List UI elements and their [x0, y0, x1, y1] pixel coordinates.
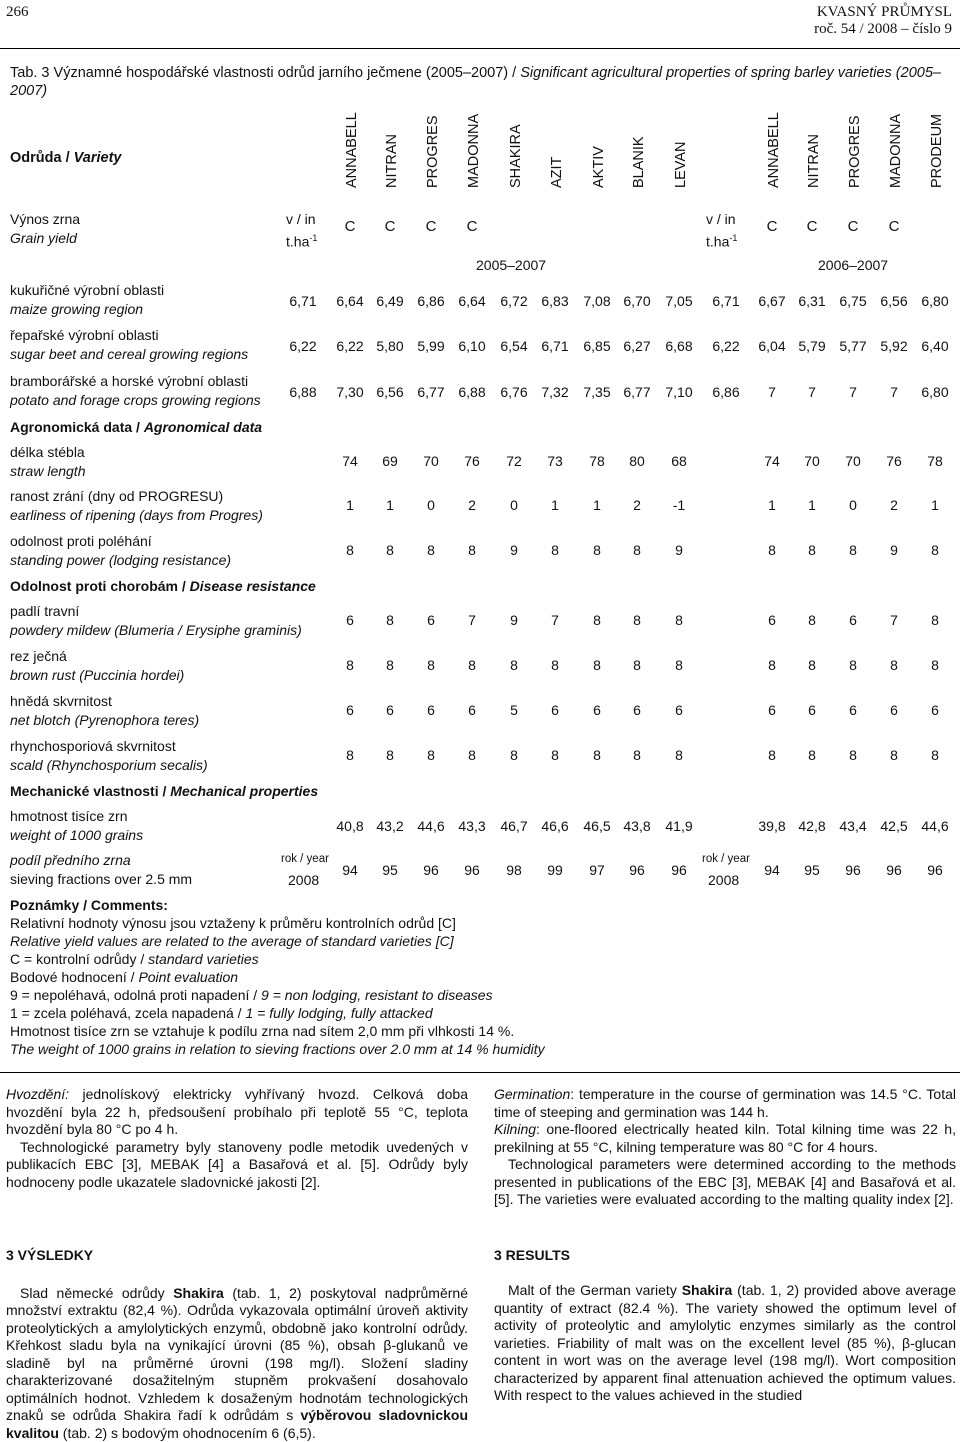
table-cell: 0 [488, 497, 540, 513]
table-notes [10, 896, 710, 1058]
table-cell: 8 [868, 747, 920, 763]
year-value: 2008 [708, 872, 739, 888]
table-cell: 8 [446, 747, 498, 763]
table-bottom-rule [0, 1072, 960, 1073]
table-cell: 70 [405, 453, 457, 469]
table-cell: 6 [827, 612, 879, 628]
table-cell: 8 [324, 747, 376, 763]
table-cell: 6 [746, 702, 798, 718]
table-cell: 78 [909, 453, 960, 469]
table-cell: 94 [324, 862, 376, 878]
control-marker: C [324, 218, 376, 235]
row-label: délka stébla straw length [10, 443, 85, 481]
table-cell: 6,31 [786, 293, 838, 309]
table-cell: 95 [786, 862, 838, 878]
table-cell: 96 [909, 862, 960, 878]
table-cell: 8 [529, 747, 581, 763]
table-cell: 96 [827, 862, 879, 878]
table-cell: 5,92 [868, 338, 920, 354]
table-cell: 6,22 [277, 338, 329, 354]
table-cell: 8 [488, 657, 540, 673]
row-label: odolnost proti poléhání standing power (lodging resistance) [10, 532, 231, 570]
unit-line1: v / in [286, 210, 317, 229]
table-cell: 8 [571, 657, 623, 673]
table-cell: 7,10 [653, 384, 705, 400]
table-cell: 6,71 [277, 293, 329, 309]
table-cell: 8 [611, 612, 663, 628]
table-cell: 6,40 [909, 338, 960, 354]
table-cell: 6,67 [746, 293, 798, 309]
table-cell: 43,2 [364, 818, 416, 834]
table-cell: 8 [446, 542, 498, 558]
note-line: Relativní hodnoty výnosu jsou vztaženy k průměru kontrolních odrůd [C] [10, 914, 710, 932]
table-cell: 78 [571, 453, 623, 469]
section-heading: 3 RESULTS [494, 1247, 956, 1265]
variety-header: LEVAN [661, 94, 701, 204]
table-cell: 74 [746, 453, 798, 469]
control-marker: C [746, 218, 798, 235]
table-cell: 6 [405, 702, 457, 718]
table-cell: 42,5 [868, 818, 920, 834]
page-number: 266 [6, 4, 29, 21]
table-cell: 8 [909, 612, 960, 628]
variety-header: MADONNA [876, 94, 916, 204]
table-cell: 6 [324, 612, 376, 628]
table-cell: 6 [909, 702, 960, 718]
yield-label [10, 210, 80, 248]
table-cell: 6,56 [364, 384, 416, 400]
row-label: hmotnost tisíce zrn weight of 1000 grains [10, 807, 143, 845]
table-cell: 97 [571, 862, 623, 878]
table-cell: 7 [868, 612, 920, 628]
table-cell: 8 [446, 657, 498, 673]
table-cell: 6,54 [488, 338, 540, 354]
table-cell: 43,8 [611, 818, 663, 834]
table-cell: 6,77 [405, 384, 457, 400]
table-cell: 70 [827, 453, 879, 469]
table-cell: 6,64 [324, 293, 376, 309]
journal-issue: roč. 54 / 2008 – číslo 9 [814, 21, 952, 38]
variety-header: AKTIV [579, 94, 619, 204]
caption-cz: Tab. 3 Významné hospodářské vlastnosti odrůd jarního ječmene (2005–2007) / [10, 65, 520, 81]
unit-line2: $t.ha^{-1}$ [706, 229, 737, 252]
table-cell: 6 [405, 612, 457, 628]
table-cell: 6,70 [611, 293, 663, 309]
paragraph: Slad německé odrůdy Shakira (tab. 1, 2) poskytoval nadprůměrné množství extraktu (82,4 %). Odrůda vykazovala optimální úroveň aktivity proteolytických a amylolytických enzymů, obdobně jako kontrolní odrůdy. Křehkost sladu byla na vynikající úrovni (85 %), obsah β-glukanů ve sladině byl na průměrné úrovni (198 mg/l). Složení sladiny charakterizované dosažitelným stupněm prokvašení dosahovalo optimálních hodnot. Vzhledem k dosaženým hodnotám technologických znaků se odrůda Shakira řadí k odrůdám s výběrovou sladovnickou kvalitou (tab. 2) s bodovým ohodnocením 6 (6,5). [6, 1285, 468, 1442]
row-label: podíl předního zrna sieving fractions over 2.5 mm [10, 851, 192, 889]
note-line: 1 = zcela poléhavá, zcela napadená / 1 = fully lodging, fully attacked [10, 1004, 710, 1022]
table-cell: 6,64 [446, 293, 498, 309]
table-cell: 7 [529, 612, 581, 628]
table-cell: 46,6 [529, 818, 581, 834]
unit-line1: v / in [706, 210, 737, 229]
table-cell: 8 [611, 542, 663, 558]
table-cell: 6 [827, 702, 879, 718]
table-cell: 8 [529, 542, 581, 558]
variety-label-en: Variety [74, 150, 122, 166]
table-cell: 8 [827, 657, 879, 673]
table-cell: 76 [868, 453, 920, 469]
table-cell: 6 [324, 702, 376, 718]
table-cell: 8 [571, 612, 623, 628]
table-cell: 6,10 [446, 338, 498, 354]
table-cell: 6,80 [909, 384, 960, 400]
note-line: C = kontrolní odrůdy / standard varieties [10, 950, 710, 968]
table-cell: 8 [324, 657, 376, 673]
table-cell: 41,9 [653, 818, 705, 834]
table-cell: 6,75 [827, 293, 879, 309]
table-cell: 73 [529, 453, 581, 469]
header-rule [0, 48, 960, 49]
left-column [6, 1086, 468, 1442]
control-marker: C [827, 218, 879, 235]
table-cell: 8 [746, 747, 798, 763]
table-cell: 8 [909, 657, 960, 673]
table-cell: 7,32 [529, 384, 581, 400]
table-cell: 6,22 [700, 338, 752, 354]
table-cell: 8 [786, 747, 838, 763]
table-cell: 8 [488, 747, 540, 763]
table-cell: 8 [827, 747, 879, 763]
note-line: 9 = nepoléhavá, odolná proti napadení / 9 = non lodging, resistant to diseases [10, 986, 710, 1004]
table-cell: 6,72 [488, 293, 540, 309]
table-cell: 8 [405, 542, 457, 558]
table-cell: -1 [653, 497, 705, 513]
variety-header: BLANIK [619, 94, 659, 204]
period-2: 2006–2007 [818, 256, 888, 275]
variety-label-cz: Odrůda / [10, 150, 74, 166]
control-marker: C [364, 218, 416, 235]
table-cell: 8 [611, 657, 663, 673]
variety-header: PROGRES [835, 94, 875, 204]
table-cell: 95 [364, 862, 416, 878]
table-cell: 8 [405, 657, 457, 673]
table-cell: 8 [324, 542, 376, 558]
period-1: 2005–2007 [476, 256, 546, 275]
table-cell: 1 [364, 497, 416, 513]
table-cell: 5,79 [786, 338, 838, 354]
table-cell: 6,86 [700, 384, 752, 400]
control-marker: C [405, 218, 457, 235]
table-cell: 7,05 [653, 293, 705, 309]
table-cell: 43,3 [446, 818, 498, 834]
table-cell: 76 [446, 453, 498, 469]
section-label: Mechanické vlastnosti / Mechanical properties [10, 782, 318, 801]
table-cell: 96 [611, 862, 663, 878]
variety-label [10, 149, 121, 168]
paragraph: Hvozdění: jednolískový elektricky vyhřívaný hvozd. Celková doba hvozdění byla 22 h, předsoušení probíhalo při teplotě 55 °C, teplota hvozdění byla 80 °C po 4 h. [6, 1086, 468, 1139]
table-cell: 96 [446, 862, 498, 878]
note-line: Bodové hodnocení / Point evaluation [10, 968, 710, 986]
yield-label-en: Grain yield [10, 229, 80, 248]
table-cell: 6 [653, 702, 705, 718]
paragraph: Malt of the German variety Shakira (tab. 1, 2) provided above average quantity of extract (82.4 %). The variety showed the optimum level of activity of proteolytic and amylolytic enzymes similarly as the control varieties. Friability of malt was on the excellent level (85 %), β-glucan content in wort was on the average level (198 mg/l). Wort composition characterized by apparent final attenuation achieved the optimum values. With respect to the values achieved in the studied [494, 1282, 956, 1405]
variety-header: PROGRES [413, 94, 453, 204]
paragraph: Technologické parametry byly stanoveny podle metodik uvedených v publikacích EBC [3], MEBAK [4] a Basařová et al. [5]. Odrůdy byly hodnoceny podle ukazatele sladovnické jakosti [2]. [6, 1139, 468, 1192]
section-label: Agronomická data / Agronomical data [10, 418, 262, 437]
table-cell: 8 [653, 612, 705, 628]
control-marker: C [868, 218, 920, 235]
note-line: The weight of 1000 grains in relation to sieving fractions over 2.0 mm at 14 % humidity [10, 1040, 710, 1058]
table-cell: 1 [746, 497, 798, 513]
table-cell: 5,80 [364, 338, 416, 354]
table-cell: 8 [405, 747, 457, 763]
table-cell: 9 [868, 542, 920, 558]
table-cell: 1 [324, 497, 376, 513]
table-cell: 7,30 [324, 384, 376, 400]
table-cell: 8 [653, 747, 705, 763]
table-cell: 7 [827, 384, 879, 400]
table-cell: 5 [488, 702, 540, 718]
table-cell: 7 [868, 384, 920, 400]
table-cell: 96 [653, 862, 705, 878]
table-cell: 44,6 [405, 818, 457, 834]
table-cell: 6,76 [488, 384, 540, 400]
table-cell: 6 [446, 702, 498, 718]
table-cell: 1 [786, 497, 838, 513]
journal-name: KVASNÝ PRŮMYSL [814, 4, 952, 21]
unit-label-2 [706, 210, 737, 252]
table-cell: 6,80 [909, 293, 960, 309]
table-cell: 5,99 [405, 338, 457, 354]
row-label: ranost zrání (dny od PROGRESU) earliness of ripening (days from Progres) [10, 487, 263, 525]
table-cell: 6,68 [653, 338, 705, 354]
table-cell: 8 [364, 747, 416, 763]
table-cell: 8 [571, 542, 623, 558]
table-cell: 46,5 [571, 818, 623, 834]
table-cell: 6,04 [746, 338, 798, 354]
table-cell: 8 [786, 612, 838, 628]
section-heading: 3 VÝSLEDKY [6, 1247, 468, 1265]
table-cell: 8 [529, 657, 581, 673]
table-cell: 8 [868, 657, 920, 673]
right-column [494, 1086, 956, 1405]
table-cell: 7,35 [571, 384, 623, 400]
caption-en: Significant agricultural properties of spring barley varieties (2005–2007) [10, 65, 941, 99]
control-marker: C [446, 218, 498, 235]
journal-header [814, 4, 952, 38]
table-cell: 8 [827, 542, 879, 558]
table-cell: 6,71 [700, 293, 752, 309]
table-cell: 6 [364, 702, 416, 718]
table-cell: 6,77 [611, 384, 663, 400]
table-cell: 8 [364, 542, 416, 558]
table-cell: 8 [786, 657, 838, 673]
paragraph: Technological parameters were determined according to the methods presented in publications of the EBC [3], MEBAK [4] and Basařová et al. [5]. The varieties were evaluated according to the malting quality index [2]. [494, 1156, 956, 1209]
table-cell: 94 [746, 862, 798, 878]
table-cell: 42,8 [786, 818, 838, 834]
table-cell: 8 [364, 612, 416, 628]
table-cell: 1 [529, 497, 581, 513]
row-label: rez ječná brown rust (Puccinia hordei) [10, 647, 184, 685]
table-cell: 7 [746, 384, 798, 400]
section-label: Odolnost proti chorobám / Disease resistance [10, 577, 316, 596]
table-cell: 9 [653, 542, 705, 558]
row-label: kukuřičné výrobní oblasti maize growing region [10, 281, 164, 319]
table-cell: 5,77 [827, 338, 879, 354]
table-cell: 9 [488, 542, 540, 558]
table-cell: 43,4 [827, 818, 879, 834]
variety-header: AZIT [537, 94, 577, 204]
table-cell: 8 [909, 542, 960, 558]
table-cell: 8 [746, 542, 798, 558]
row-label: bramborářské a horské výrobní oblasti potato and forage crops growing regions [10, 372, 261, 410]
unit-label-1 [286, 210, 317, 252]
table-cell: 6 [786, 702, 838, 718]
table-cell: 96 [868, 862, 920, 878]
row-label: padlí travní powdery mildew (Blumeria / Erysiphe graminis) [10, 602, 302, 640]
table-cell: 6 [868, 702, 920, 718]
variety-header: ANNABELL [754, 94, 794, 204]
variety-header: ANNABELL [332, 94, 372, 204]
table-cell: 2 [868, 497, 920, 513]
note-line: Hmotnost tisíce zrn se vztahuje k podílu zrna nad sítem 2,0 mm při vlhkosti 14 %. [10, 1022, 710, 1040]
variety-header: NITRAN [794, 94, 834, 204]
year-unit-label: rok / year [702, 853, 750, 865]
table-cell: 6 [611, 702, 663, 718]
table-cell: 8 [746, 657, 798, 673]
table-cell: 6,56 [868, 293, 920, 309]
table-cell: 0 [827, 497, 879, 513]
variety-header: NITRAN [372, 94, 412, 204]
table-cell: 39,8 [746, 818, 798, 834]
row-label: rhynchosporiová skvrnitost scald (Rhynchosporium secalis) [10, 737, 208, 775]
table-cell: 96 [405, 862, 457, 878]
table-cell: 8 [611, 747, 663, 763]
table-cell: 7,08 [571, 293, 623, 309]
table-cell: 44,6 [909, 818, 960, 834]
table-cell: 8 [571, 747, 623, 763]
table-cell: 7 [786, 384, 838, 400]
table-cell: 46,7 [488, 818, 540, 834]
table-cell: 6,49 [364, 293, 416, 309]
table-cell: 6,22 [324, 338, 376, 354]
table-cell: 8 [786, 542, 838, 558]
table-cell: 8 [364, 657, 416, 673]
table-cell: 6,88 [277, 384, 329, 400]
table-cell: 40,8 [324, 818, 376, 834]
row-label: hnědá skvrnitost net blotch (Pyrenophora teres) [10, 692, 199, 730]
table-cell: 6 [746, 612, 798, 628]
table-cell: 0 [405, 497, 457, 513]
table-cell: 74 [324, 453, 376, 469]
table-cell: 69 [364, 453, 416, 469]
table-cell: 6,71 [529, 338, 581, 354]
table-cell: 6 [571, 702, 623, 718]
control-marker: C [786, 218, 838, 235]
table-cell: 6 [529, 702, 581, 718]
table-cell: 9 [488, 612, 540, 628]
table-cell: 68 [653, 453, 705, 469]
note-line: Relative yield values are related to the average of standard varieties [C] [10, 932, 710, 950]
notes-title: Poznámky / Comments: [10, 896, 710, 914]
paragraph: Germination: temperature in the course of germination was 14.5 °C. Total time of steeping and germination was 144 h. [494, 1086, 956, 1121]
year-unit-label: rok / year [281, 853, 329, 865]
paragraph: Kilning: one-floored electrically heated kiln. Total kilning time was 22 h, prekilning at 55 °C, kilning temperature was 80 °C for 4 hours. [494, 1121, 956, 1156]
table-cell: 1 [909, 497, 960, 513]
table-cell: 6,27 [611, 338, 663, 354]
table-cell: 99 [529, 862, 581, 878]
variety-header: PRODEUM [917, 94, 957, 204]
table-cell: 1 [571, 497, 623, 513]
table-cell: 8 [653, 657, 705, 673]
table-cell: 6,83 [529, 293, 581, 309]
table-cell: 70 [786, 453, 838, 469]
unit-line2: $t.ha^{-1}$ [286, 229, 317, 252]
table-cell: 72 [488, 453, 540, 469]
table-cell: 6,88 [446, 384, 498, 400]
table-cell: 6,86 [405, 293, 457, 309]
year-value: 2008 [288, 872, 319, 888]
table-cell: 7 [446, 612, 498, 628]
table-cell: 8 [909, 747, 960, 763]
table-cell: 6,85 [571, 338, 623, 354]
table-cell: 98 [488, 862, 540, 878]
table-cell: 2 [611, 497, 663, 513]
yield-label-cz: Výnos zrna [10, 210, 80, 229]
table-cell: 80 [611, 453, 663, 469]
row-label: řepařské výrobní oblasti sugar beet and cereal growing regions [10, 326, 248, 364]
variety-header: SHAKIRA [496, 94, 536, 204]
table-cell: 2 [446, 497, 498, 513]
variety-header: MADONNA [454, 94, 494, 204]
